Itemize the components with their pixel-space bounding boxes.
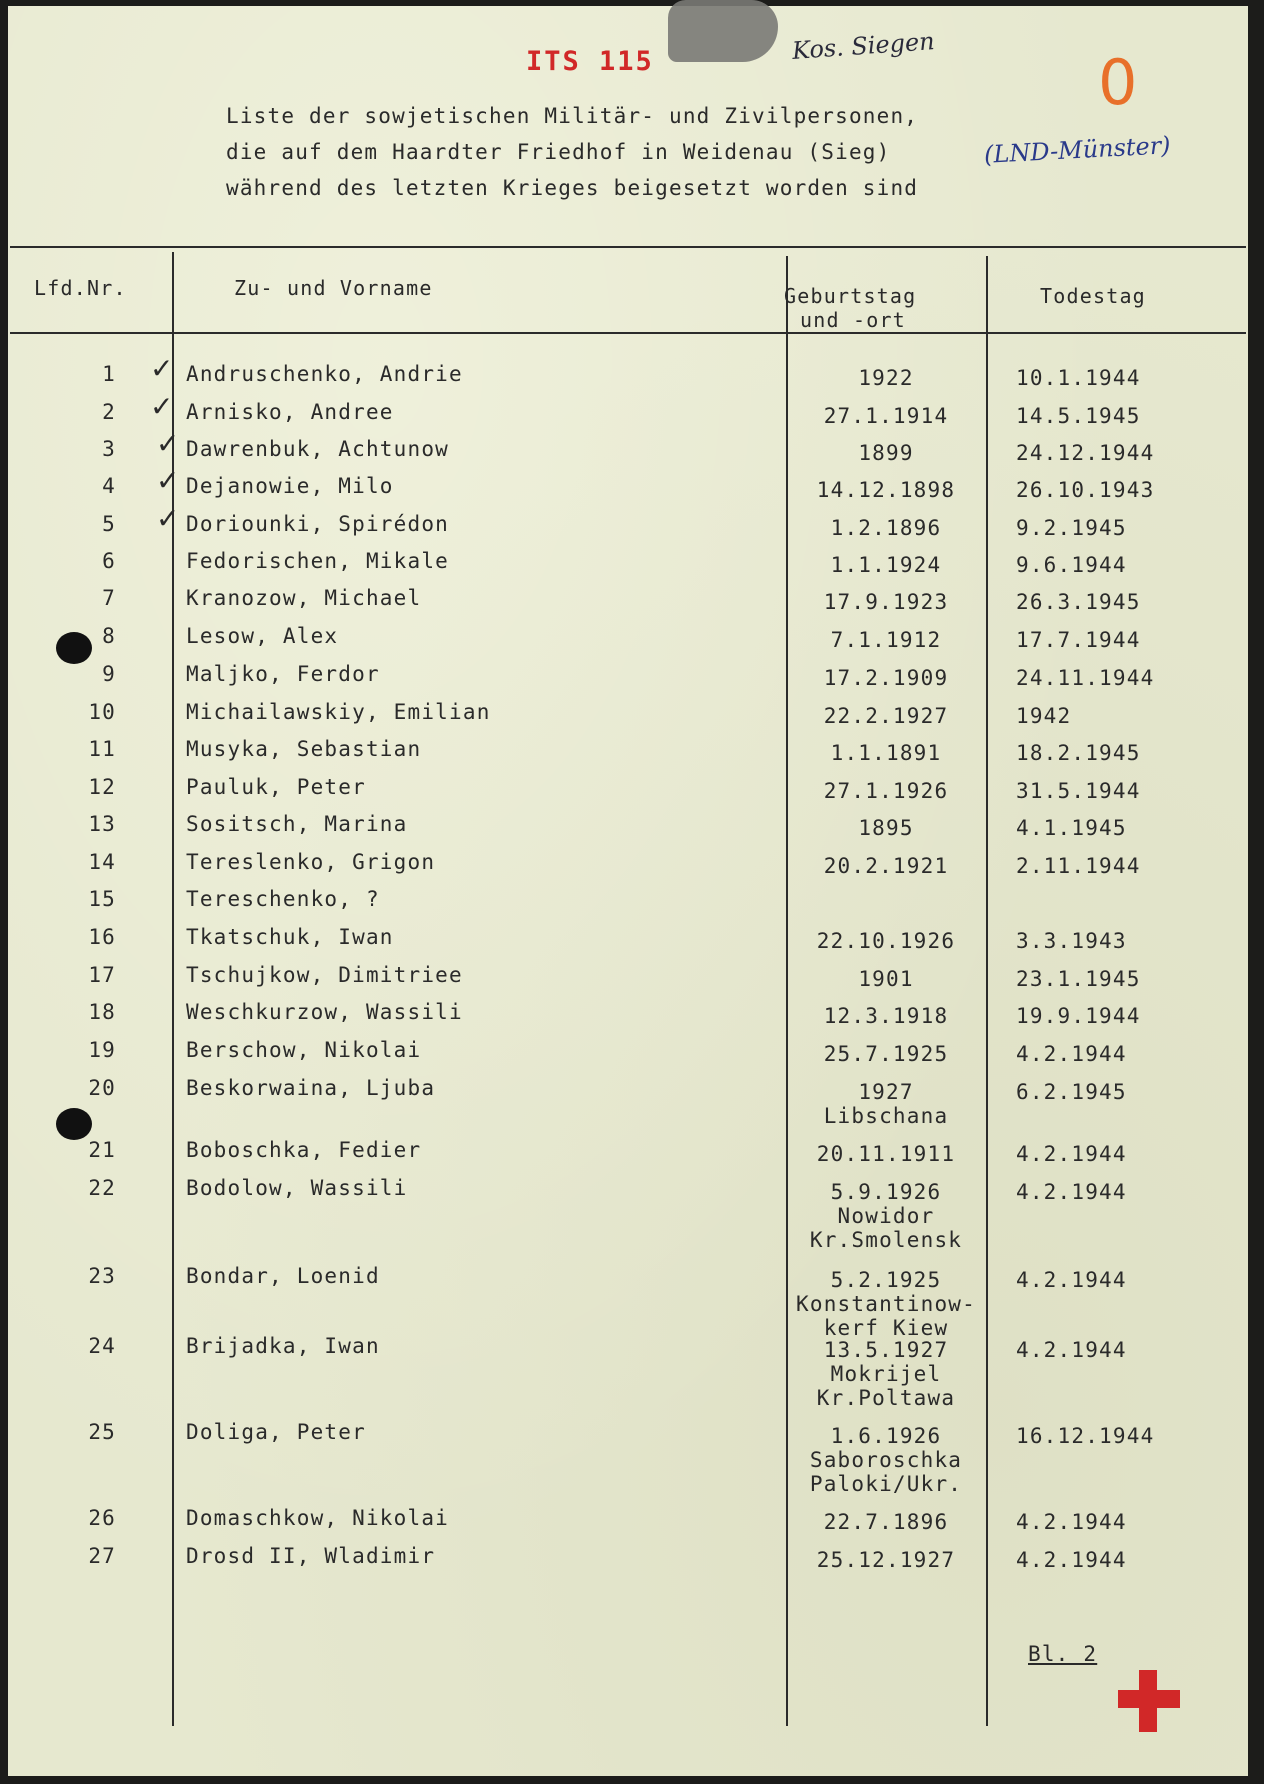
handwritten-note: (LND-Münster) <box>983 131 1172 169</box>
row-birth-date: 1895 <box>858 816 914 840</box>
check-mark-icon: ✓ <box>150 352 174 385</box>
header-nr: Lfd.Nr. <box>34 276 127 300</box>
row-name: Doriounki, Spirédon <box>186 512 450 536</box>
row-number: 12 <box>88 775 116 799</box>
row-name: Tereschenko, ? <box>186 887 380 911</box>
row-name: Boboschka, Fedier <box>186 1138 422 1162</box>
title-line-2: die auf dem Haardter Friedhof in Weidenau (Sieg) <box>226 140 891 164</box>
row-birth-date: 7.1.1912 <box>830 628 942 652</box>
row-number: 10 <box>88 700 116 724</box>
row-birth-date: 1.2.1896 <box>830 516 942 540</box>
row-name: Tschujkow, Dimitriee <box>186 963 463 987</box>
row-number: 18 <box>88 1000 116 1024</box>
row-death-date: 4.2.1944 <box>1016 1142 1127 1166</box>
row-number: 22 <box>88 1176 116 1200</box>
check-mark-icon: ✓ <box>156 427 180 460</box>
row-name: Berschow, Nikolai <box>186 1038 422 1062</box>
row-number: 17 <box>88 963 116 987</box>
row-birth-date: 1899 <box>858 441 914 465</box>
row-name: Dejanowie, Milo <box>186 474 394 498</box>
row-number: 27 <box>88 1544 116 1568</box>
row-death-date: 23.1.1945 <box>1016 967 1141 991</box>
row-number: 2 <box>102 400 116 424</box>
row-name: Drosd II, Wladimir <box>186 1544 436 1568</box>
header-birth-2: und -ort <box>800 308 906 332</box>
punch-hole-bottom <box>56 1108 92 1140</box>
row-birth-place: Kr.Smolensk <box>809 1228 963 1252</box>
row-number: 8 <box>102 624 116 648</box>
row-name: Bodolow, Wassili <box>186 1176 408 1200</box>
row-birth-place: Libschana <box>823 1104 949 1128</box>
row-birth-date: 22.2.1927 <box>823 704 949 728</box>
row-birth-date: 22.10.1926 <box>816 929 956 953</box>
row-death-date: 18.2.1945 <box>1016 741 1141 765</box>
row-birth-place: Mokrijel <box>830 1362 942 1386</box>
row-number: 23 <box>88 1264 116 1288</box>
row-name: Fedorischen, Mikale <box>186 549 450 573</box>
row-number: 14 <box>88 850 116 874</box>
row-number: 20 <box>88 1076 116 1100</box>
row-birth-date: 12.3.1918 <box>823 1004 949 1028</box>
row-number: 7 <box>102 586 116 610</box>
row-birth-date: 17.9.1923 <box>823 590 949 614</box>
row-death-date: 6.2.1945 <box>1016 1080 1127 1104</box>
header-death: Todestag <box>1040 284 1146 308</box>
row-birth-place: Kr.Poltawa <box>816 1386 956 1410</box>
row-birth-date: 22.7.1896 <box>823 1510 949 1534</box>
row-death-date: 26.3.1945 <box>1016 590 1141 614</box>
row-name: Domaschkow, Nikolai <box>186 1506 450 1530</box>
row-birth-place: Paloki/Ukr. <box>809 1472 963 1496</box>
row-number: 19 <box>88 1038 116 1062</box>
row-number: 15 <box>88 887 116 911</box>
row-birth-date: 5.9.1926 <box>830 1180 942 1204</box>
its-stamp: ITS 115 <box>526 46 654 77</box>
row-death-date: 26.10.1943 <box>1016 478 1155 502</box>
row-number: 25 <box>88 1420 116 1444</box>
row-birth-date: 20.2.1921 <box>823 854 949 878</box>
row-name: Bondar, Loenid <box>186 1264 380 1288</box>
row-birth-date: 1901 <box>858 967 914 991</box>
row-birth-place: Konstantinow- <box>796 1292 976 1316</box>
header-bottom-rule <box>10 332 1246 334</box>
row-death-date: 4.2.1944 <box>1016 1510 1127 1534</box>
row-number: 6 <box>102 549 116 573</box>
row-name: Maljko, Ferdor <box>186 662 380 686</box>
row-number: 1 <box>102 362 116 386</box>
check-mark-icon: ✓ <box>156 502 180 535</box>
row-name: Tkatschuk, Iwan <box>186 925 394 949</box>
row-number: 3 <box>102 437 116 461</box>
row-birth-place: Nowidor <box>837 1204 935 1228</box>
scan-smudge <box>668 0 778 62</box>
row-number: 24 <box>88 1334 116 1358</box>
row-number: 9 <box>102 662 116 686</box>
row-birth-date: 14.12.1898 <box>816 478 956 502</box>
title-line-1: Liste der sowjetischen Militär- und Zivilpersonen, <box>226 104 919 128</box>
row-death-date: 4.2.1944 <box>1016 1338 1127 1362</box>
row-name: Michailawskiy, Emilian <box>186 700 491 724</box>
header-birth-1: Geburtstag <box>784 284 917 308</box>
row-name: Sositsch, Marina <box>186 812 408 836</box>
row-death-date: 24.11.1944 <box>1016 666 1155 690</box>
row-birth-date: 1.6.1926 <box>830 1424 942 1448</box>
row-birth-date: 5.2.1925 <box>830 1268 942 1292</box>
column-divider-3 <box>986 256 988 1726</box>
row-birth-place: kerf Kiew <box>823 1316 949 1340</box>
row-name: Arnisko, Andree <box>186 400 394 424</box>
row-name: Beskorwaina, Ljuba <box>186 1076 436 1100</box>
page-number: Bl. 2 <box>1028 1642 1098 1666</box>
red-cross-icon <box>1114 1666 1184 1736</box>
row-name: Lesow, Alex <box>186 624 339 648</box>
row-death-date: 1942 <box>1016 704 1072 728</box>
row-death-date: 9.6.1944 <box>1016 553 1127 577</box>
punch-hole-top <box>56 632 92 664</box>
row-death-date: 16.12.1944 <box>1016 1424 1155 1448</box>
row-birth-date: 1.1.1924 <box>830 553 942 577</box>
title-line-3: während des letzten Krieges beigesetzt worden sind <box>226 176 919 200</box>
row-number: 5 <box>102 512 116 536</box>
row-name: Kranozow, Michael <box>186 586 422 610</box>
row-death-date: 17.7.1944 <box>1016 628 1141 652</box>
row-death-date: 9.2.1945 <box>1016 516 1127 540</box>
row-number: 26 <box>88 1506 116 1530</box>
row-death-date: 4.2.1944 <box>1016 1268 1127 1292</box>
row-death-date: 10.1.1944 <box>1016 366 1141 390</box>
row-death-date: 19.9.1944 <box>1016 1004 1141 1028</box>
row-name: Weschkurzow, Wassili <box>186 1000 463 1024</box>
check-mark-icon: ✓ <box>150 390 174 423</box>
row-death-date: 4.2.1944 <box>1016 1042 1127 1066</box>
row-name: Andruschenko, Andrie <box>186 362 463 386</box>
row-birth-date: 27.1.1926 <box>823 779 949 803</box>
row-number: 13 <box>88 812 116 836</box>
row-name: Doliga, Peter <box>186 1420 366 1444</box>
row-number: 16 <box>88 925 116 949</box>
document-sheet <box>8 6 1248 1776</box>
row-number: 4 <box>102 474 116 498</box>
row-name: Brijadka, Iwan <box>186 1334 380 1358</box>
row-death-date: 14.5.1945 <box>1016 404 1141 428</box>
row-death-date: 4.1.1945 <box>1016 816 1127 840</box>
handwritten-location: Kos. Siegen <box>791 27 936 65</box>
row-name: Pauluk, Peter <box>186 775 366 799</box>
row-birth-date: 1922 <box>858 366 914 390</box>
row-death-date: 31.5.1944 <box>1016 779 1141 803</box>
row-death-date: 3.3.1943 <box>1016 929 1127 953</box>
row-birth-date: 20.11.1911 <box>816 1142 956 1166</box>
row-birth-date: 1.1.1891 <box>830 741 942 765</box>
row-number: 21 <box>88 1138 116 1162</box>
row-birth-date: 17.2.1909 <box>823 666 949 690</box>
row-birth-date: 27.1.1914 <box>823 404 949 428</box>
row-name: Tereslenko, Grigon <box>186 850 436 874</box>
row-birth-date: 25.12.1927 <box>816 1548 956 1572</box>
table-top-rule <box>10 246 1246 248</box>
row-death-date: 4.2.1944 <box>1016 1548 1127 1572</box>
row-death-date: 4.2.1944 <box>1016 1180 1127 1204</box>
row-number: 11 <box>88 737 116 761</box>
row-name: Musyka, Sebastian <box>186 737 422 761</box>
row-birth-date: 1927 <box>858 1080 914 1104</box>
row-birth-place: Saboroschka <box>809 1448 963 1472</box>
row-birth-date: 25.7.1925 <box>823 1042 949 1066</box>
row-birth-date: 13.5.1927 <box>823 1338 949 1362</box>
column-divider-2 <box>786 256 788 1726</box>
row-death-date: 24.12.1944 <box>1016 441 1155 465</box>
header-name: Zu- und Vorname <box>234 276 433 300</box>
orange-mark: 0 <box>1098 46 1138 119</box>
row-death-date: 2.11.1944 <box>1016 854 1141 878</box>
check-mark-icon: ✓ <box>156 464 180 497</box>
row-name: Dawrenbuk, Achtunow <box>186 437 450 461</box>
